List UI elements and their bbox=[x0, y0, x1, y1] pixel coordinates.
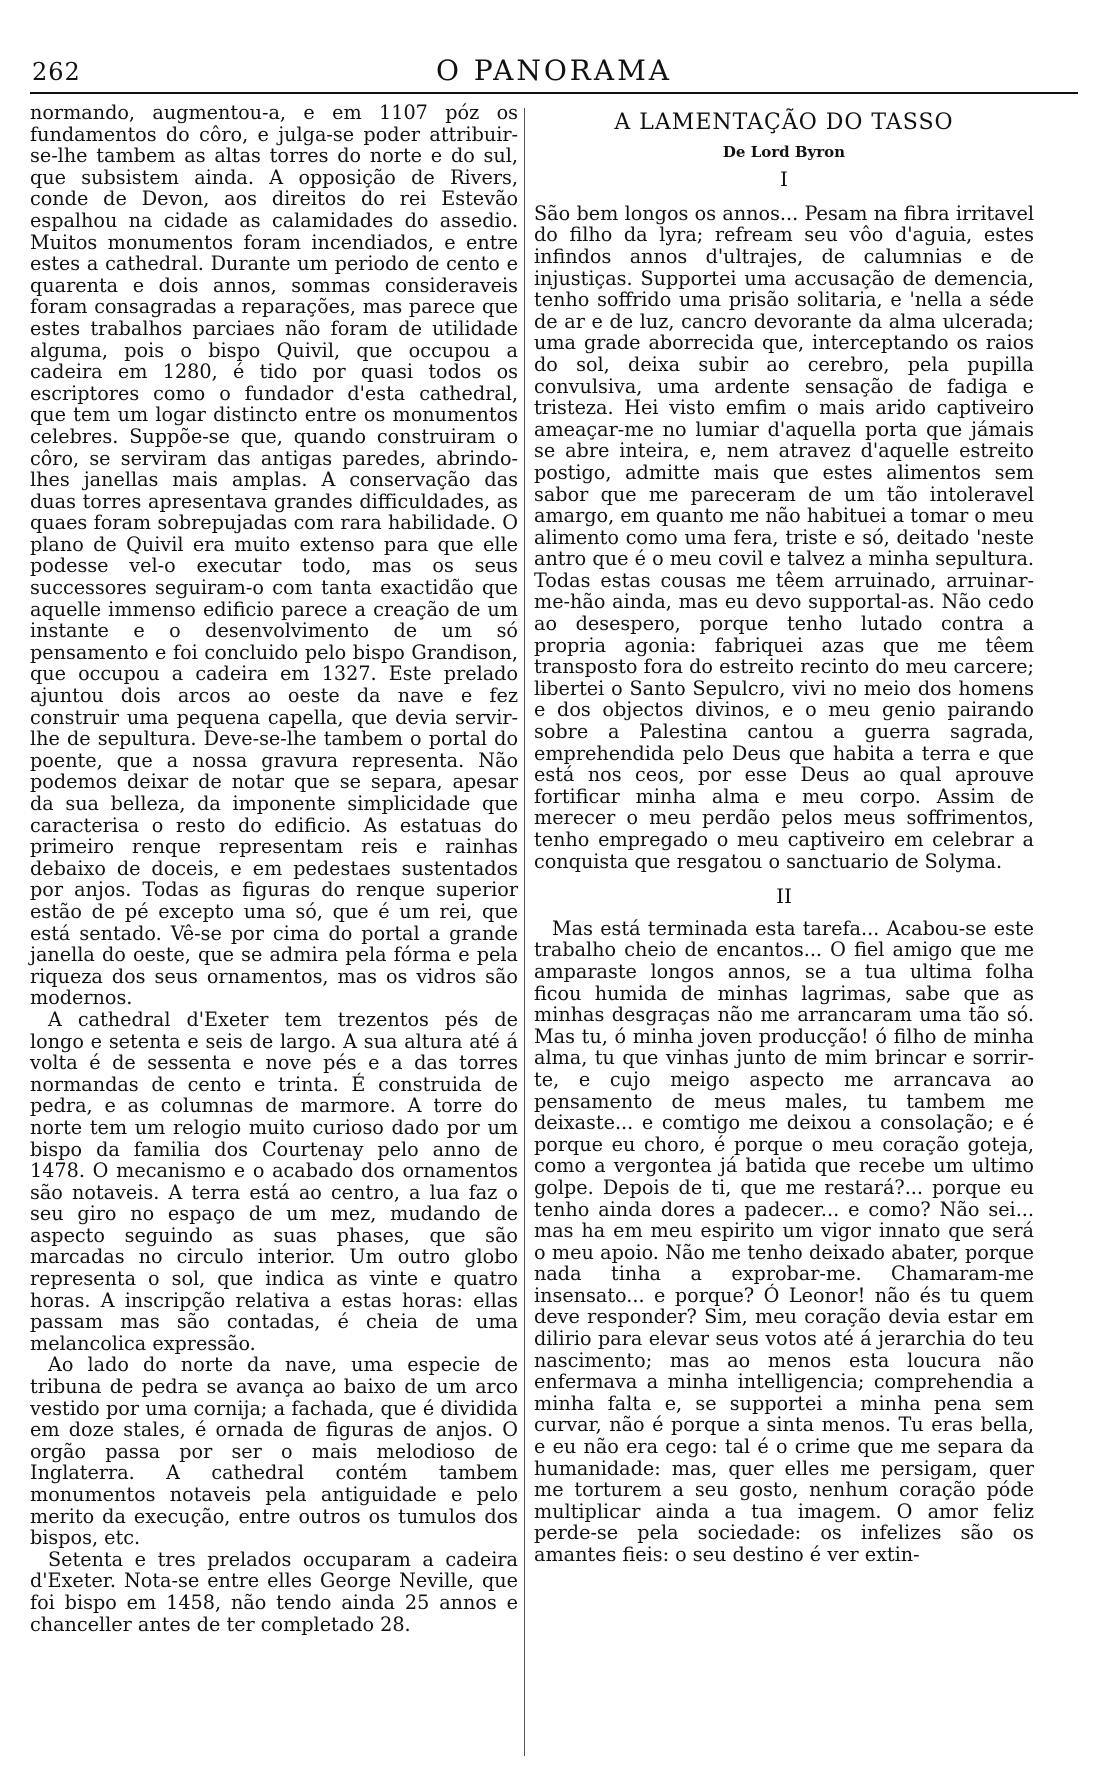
left-paragraph: Setenta e tres prelados occuparam a cadeira d'Exeter. Nota-se entre elles George Neville, que foi bispo em 1458, não tendo ainda 25 annos e chanceller antes de ter completado 28. bbox=[30, 1547, 518, 1636]
right-paragraph: Mas está terminada esta tarefa... Acabou-se este trabalho cheio de encantos... O fiel amigo que me amparaste longos annos, se a tua ultima folha ficou humida de minhas lagrimas, sabe que as minhas desgraças não me arrancaram uma tão só. Mas tu, ó minha joven producção! ó filho de minha alma, tu que vinhas junto de mim brincar e sorrir-te, e cujo meigo aspecto me arrancava ao pensamento de meus males, tu tambem me deixaste... e comtigo me deixou a consolação; e é porque eu choro, é porque o meu coração goteja, como a vergontea já batida que recebe um ultimo golpe. Depois de ti, que me restará?... porque eu tenho ainda dores a padecer... e como? Não sei... mas ha em meu espirito um vigor innato que será o meu apoio. Não me tenho deixado abater, porque nada tinha a exprobar-me. Chamaram-me insensato... e porque? Ó Leonor! não és tu quem deve responder? Sim, meu coração devia estar em dilirio para elevar seus votos até á jerarchia do teu nascimento; mas ao menos esta loucura não enfermava a minha intelligencia; comprehendia a minha falta e, se supportei a minha pena sem curvar, não é porque a sinta menos. Tu eras bella, e eu não era cego: tal é o crime que me separa da humanidade: mas, quer elles me persigam, quer me torturem a seu gosto, nenhum coração póde multiplicar ainda a tua imagem. O amor feliz perde-se pela sociedade: os infelizes são os amantes fieis: o seu destino é ver extin- bbox=[534, 916, 1034, 1566]
right-column bbox=[534, 102, 1034, 1566]
left-paragraph: A cathedral d'Exeter tem trezentos pés de longo e setenta e seis de largo. A sua altura até á volta é de sessenta e nove pés e a das torres normandas de cento e trinta. É construida de pedra, e as columnas de marmore. A torre do norte tem um relogio muito curioso dado por um bispo da familia dos Courtenay pelo anno de 1478. O mecanismo e o acabado dos ornamentos são notaveis. A terra está ao centro, a lua faz o seu giro no espaço de um mez, mudando de aspecto seguindo as suas phases, que são marcadas no circulo interior. Um outro globo representa o sol, que indica as vinte e quatro horas. A inscripção relativa a estas horas: ellas passam mas são contadas, é cheia de uma melancolica expressão. bbox=[30, 1007, 518, 1355]
right-paragraph: São bem longos os annos... Pesam na fibra irritavel do filho da lyra; refream seu vôo d'aguia, estes infindos annos d'ultrajes, de calumnias e de injustiças. Supportei uma accusação de demencia, tenho soffrido uma prisão solitaria, e 'nella a séde de ar e de luz, cancro devorante da alma ulcerada; uma grade aborrecida que, interceptando os raios do sol, deixa subir ao cerebro, pela pupilla convulsiva, uma ardente sensação de fadiga e tristeza. Hei visto emfim o mais arido captiveiro ameaçar-me no lumiar d'aquella porta que jámais se abre inteira, e, nem atravez d'aquelle estreito postigo, admitte mais que estes alimentos sem sabor que me pareceram de um tão intoleravel amargo, em quanto me não habituei a tomar o meu alimento como uma fera, triste e só, deitado 'neste antro que é o meu covil e talvez a minha sepultura. Todas estas cousas me têem arruinado, arruinar-me-hão ainda, mas eu devo supportal-as. Não cedo ao desespero, porque tenho lutado contra a propria agonia: fabriquei azas que me têem transposto fora do estreito recinto do meu carcere; libertei o Santo Sepulcro, vivi no meio dos homens e dos objectos divinos, e o meu genio pairando sobre a Palestina cantou a guerra sagrada, emprehendida pelo Deus que habita a terra e que está nos ceos, por esse Deus ao qual aprouve fortificar minha alma e meu corpo. Assim de merecer o meu perdão pelos meus soffrimentos, tenho empregado o meu captiveiro em celebrar a conquista que resgatou o sanctuario de Solyma. bbox=[534, 201, 1034, 873]
left-paragraph: Ao lado do norte da nave, uma especie de tribuna de pedra se avança ao baixo de um arco vestido por uma cornija; a fachada, que é dividida em doze stales, é ornada de figuras de anjos. O orgão passa por ser o mais melodioso de Inglaterra. A cathedral contém tambem monumentos notaveis pela antiguidade e pelo merito da execução, entre outros os tumulos dos bispos, etc. bbox=[30, 1353, 518, 1550]
masthead-title: O PANORAMA bbox=[436, 54, 672, 87]
left-column bbox=[30, 102, 518, 1635]
article-byline: De Lord Byron bbox=[722, 142, 846, 161]
left-paragraph: normando, augmentou-a, e em 1107 póz os fundamentos do côro, e julga-se poder attribuir-se-lhe tambem as altas torres do norte e do sul, que subsistem ainda. A opposição de Rivers, conde de Devon, aos direitos do rei Estevão espalhou na cidade as calamidades do assedio. Muitos monumentos foram incendiados, e entre estes a cathedral. Durante um periodo de cento e quarenta e dois annos, sommas consideraveis foram consagradas a reparações, mas parece que estes trabalhos parciaes não foram de utilidade alguma, pois o bispo Quivil, que occupou a cadeira em 1280, é tido por quasi todos os escriptores como o fundador d'esta cathedral, que tem um logar distincto entre os monumentos celebres. Suppõe-se que, quando construiram o côro, se serviram das antigas paredes, abrindo-lhes janellas mais amplas. A conservação das duas torres apresentava grandes difficuldades, as quaes foram sobrepujadas com rara habilidade. O plano de Quivil era muito extenso para que elle podesse vel-o executar todo, mas os seus successores seguiram-o com tanta exactidão que aquelle immenso edificio parece a creação de um instante e o desenvolvimento de um só pensamento e foi concluido pelo bispo Grandison, que occupou a cadeira em 1327. Este prelado ajuntou dois arcos ao oeste da nave e fez construir uma pequena capella, que devia servir-lhe de sepultura. Deve-se-lhe tambem o portal do poente, que a nossa gravura representa. Não podemos deixar de notar que se separa, apesar da sua belleza, da imponente simplicidade que caracterisa o resto do edificio. As estatuas do primeiro renque representam reis e rainhas debaixo de doceis, e em pedestaes sustentados por anjos. Todas as figuras do renque superior estão de pé excepto uma só, que é um rei, que está sentado. Vê-se por cima do portal a grande janella do oeste, que se admira pela fórma e pela riqueza dos seus ornamentos, mas os vidros são modernos. bbox=[30, 101, 518, 1010]
article-title: A LAMENTAÇÃO DO TASSO bbox=[614, 110, 954, 135]
page-header bbox=[30, 50, 1078, 90]
column-divider bbox=[524, 108, 525, 1756]
header-rule bbox=[30, 92, 1078, 94]
page-number: 262 bbox=[32, 58, 81, 86]
section-heading-2: II bbox=[776, 884, 792, 909]
section-heading-1: I bbox=[780, 167, 788, 192]
